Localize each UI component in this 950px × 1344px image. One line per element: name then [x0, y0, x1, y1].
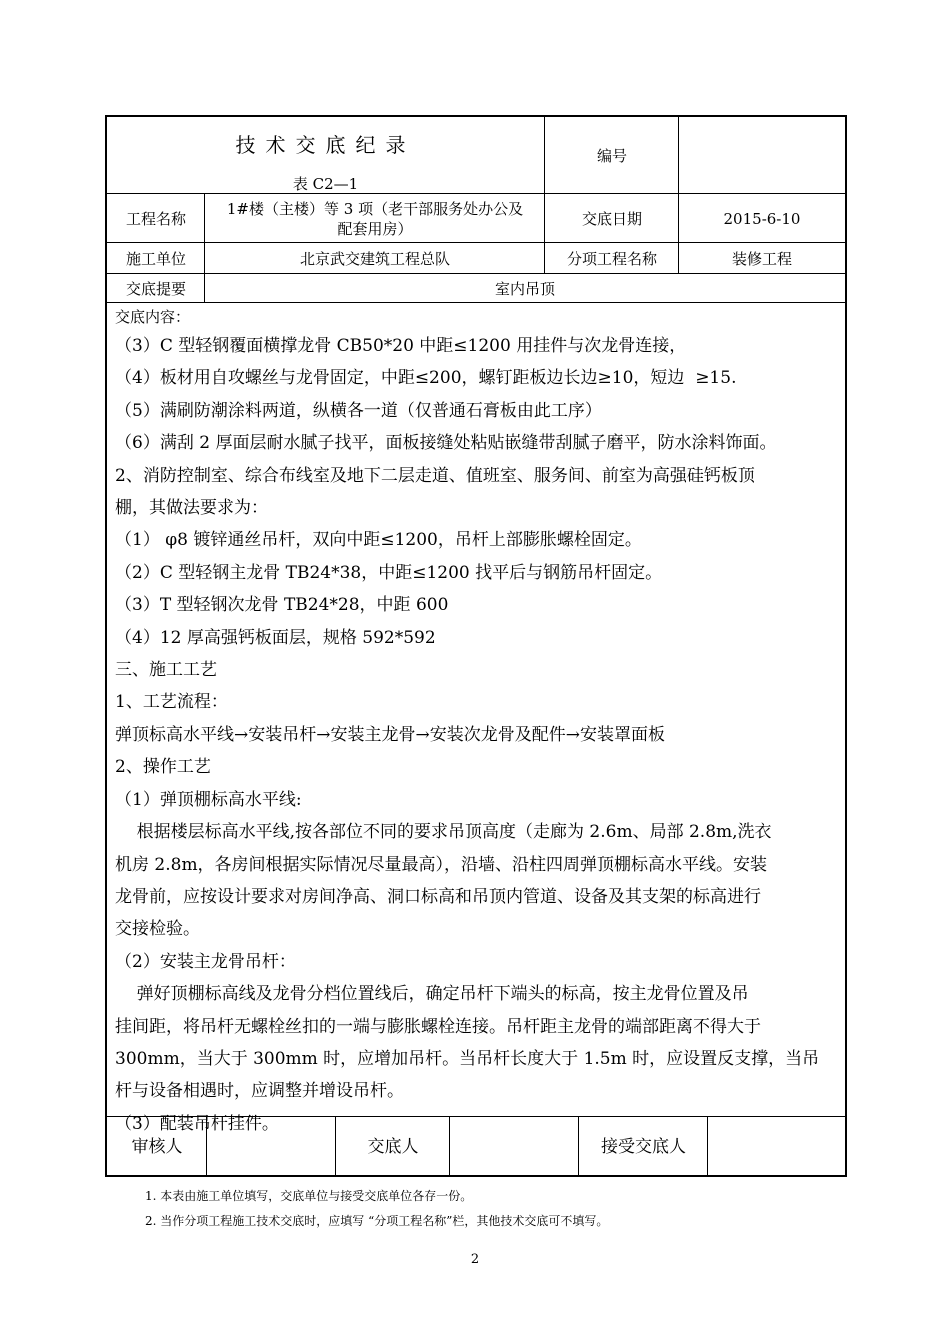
grid-line — [707, 1116, 708, 1177]
content-line: 弹顶标高水平线→安装吊杆→安装主龙骨→安装次龙骨及配件→安装罩面板 — [115, 724, 665, 745]
construction-unit-label: 施工单位 — [125, 249, 186, 268]
disclosure-date-value: 2015-6-10 — [723, 209, 801, 228]
content-line: 龙骨前，应按设计要求对房间净高、洞口标高和吊顶内管道、设备及其支架的标高进行 — [115, 886, 761, 907]
content-line: 弹好顶棚标高线及龙骨分档位置线后，确定吊杆下端头的标高，按主龙骨位置及吊 — [115, 984, 749, 1005]
grid-line — [206, 1116, 207, 1177]
content-line: （6）满刮 2 厚面层耐水腻子找平，面板接缝处粘贴嵌缝带刮腻子磨平，防水涂料饰面。 — [115, 433, 777, 454]
content-line: （3）配装吊杆挂件。 — [115, 1113, 279, 1134]
content-line: 2、操作工艺 — [115, 757, 211, 778]
reviewer-signature — [207, 1117, 336, 1177]
content-line: 根据楼层标高水平线,按各部位不同的要求吊顶高度（走廊为 2.6m、局部 2.8m,洗衣 — [115, 822, 772, 843]
discloser-label: 交底人 — [367, 1137, 419, 1157]
grid-line — [204, 193, 205, 303]
serial-number-label: 编号 — [596, 146, 627, 165]
project-name-label: 工程名称 — [125, 209, 186, 228]
project-name-line-1: 1#楼（主楼）等 3 项（老干部服务处办公及 — [226, 199, 524, 218]
summary-value: 室内吊顶 — [494, 279, 555, 298]
subproject-name-label: 分项工程名称 — [566, 249, 657, 268]
content-line: （3）T 型轻钢次龙骨 TB24*28，中距 600 — [115, 595, 449, 616]
construction-unit-value: 北京武交建筑工程总队 — [299, 249, 450, 268]
content-line: 2、消防控制室、综合布线室及地下二层走道、值班室、服务间、前室为高强硅钙板顶 — [115, 465, 755, 486]
disclosure-content — [107, 304, 845, 1134]
page-number: 2 — [470, 1252, 480, 1267]
footnote-1: 1. 本表由施工单位填写，交底单位与接受交底单位各存一份。 — [145, 1189, 473, 1203]
content-line: 机房 2.8m，各房间根据实际情况尽量最高），沿墙、沿柱四周弹顶棚标高水平线。安装 — [115, 854, 768, 875]
grid-line — [335, 1116, 336, 1177]
summary-label: 交底提要 — [125, 279, 186, 298]
grid-line — [107, 242, 845, 243]
content-line: （1） φ8 镀锌通丝吊杆，双向中距≤1200，吊杆上部膨胀螺栓固定。 — [115, 530, 642, 551]
form-title: 技术交底纪录 — [235, 133, 416, 157]
content-line: （4）12 厚高强钙板面层，规格 592*592 — [115, 627, 436, 648]
grid-line — [107, 273, 845, 274]
content-line: （4）板材用自攻螺丝与龙骨固定，中距≤200，螺钉距板边长边≥10，短边 ≥15. — [115, 368, 737, 389]
reviewer-label: 审核人 — [131, 1137, 183, 1157]
receiver-label: 接受交底人 — [601, 1137, 686, 1157]
disclosure-date-label: 交底日期 — [581, 209, 642, 228]
content-line: 杆与设备相遇时，应调整并增设吊杆。 — [115, 1081, 404, 1102]
grid-line — [578, 1116, 579, 1177]
form-number-label: 表 C2—1 — [292, 175, 359, 193]
grid-line — [544, 117, 545, 274]
project-name-value — [205, 194, 545, 243]
content-line: 三、施工工艺 — [115, 660, 217, 681]
grid-line — [107, 302, 845, 303]
disclosure-form — [105, 115, 847, 1177]
subproject-name-value: 装修工程 — [731, 249, 792, 268]
receiver-signature — [708, 1117, 845, 1177]
serial-number-value — [679, 117, 845, 194]
footnote-2: 2. 当作分项工程施工技术交底时，应填写 “分项工程名称”栏，其他技术交底可不填写。 — [145, 1214, 609, 1228]
content-line: （2）安装主龙骨吊杆： — [115, 951, 296, 972]
content-label: 交底内容： — [115, 308, 191, 326]
content-line: 300mm，当大于 300mm 时，应增加吊杆。当吊杆长度大于 1.5m 时，应设置反支撑，当吊 — [115, 1048, 820, 1069]
content-line: 挂间距，将吊杆无螺栓丝扣的一端与膨胀螺栓连接。吊杆距主龙骨的端部距离不得大于 — [115, 1016, 761, 1037]
content-line: 1、工艺流程： — [115, 692, 228, 713]
grid-line — [678, 117, 679, 274]
content-line: （1）弹顶棚标高水平线: — [115, 789, 302, 810]
grid-line — [107, 193, 845, 194]
grid-line — [107, 1116, 845, 1117]
grid-line — [449, 1116, 450, 1177]
discloser-signature — [450, 1117, 579, 1177]
project-name-line-2: 配套用房） — [337, 219, 413, 238]
content-line: 棚，其做法要求为： — [115, 498, 268, 519]
content-line: （3）C 型轻钢覆面横撑龙骨 CB50*20 中距≤1200 用挂件与次龙骨连接， — [115, 336, 687, 356]
content-line: 交接检验。 — [115, 919, 200, 940]
content-line: （5）满刷防潮涂料两道，纵横各一道（仅普通石膏板由此工序） — [115, 400, 602, 421]
content-line: （2）C 型轻钢主龙骨 TB24*38，中距≤1200 找平后与钢筋吊杆固定。 — [115, 562, 663, 583]
